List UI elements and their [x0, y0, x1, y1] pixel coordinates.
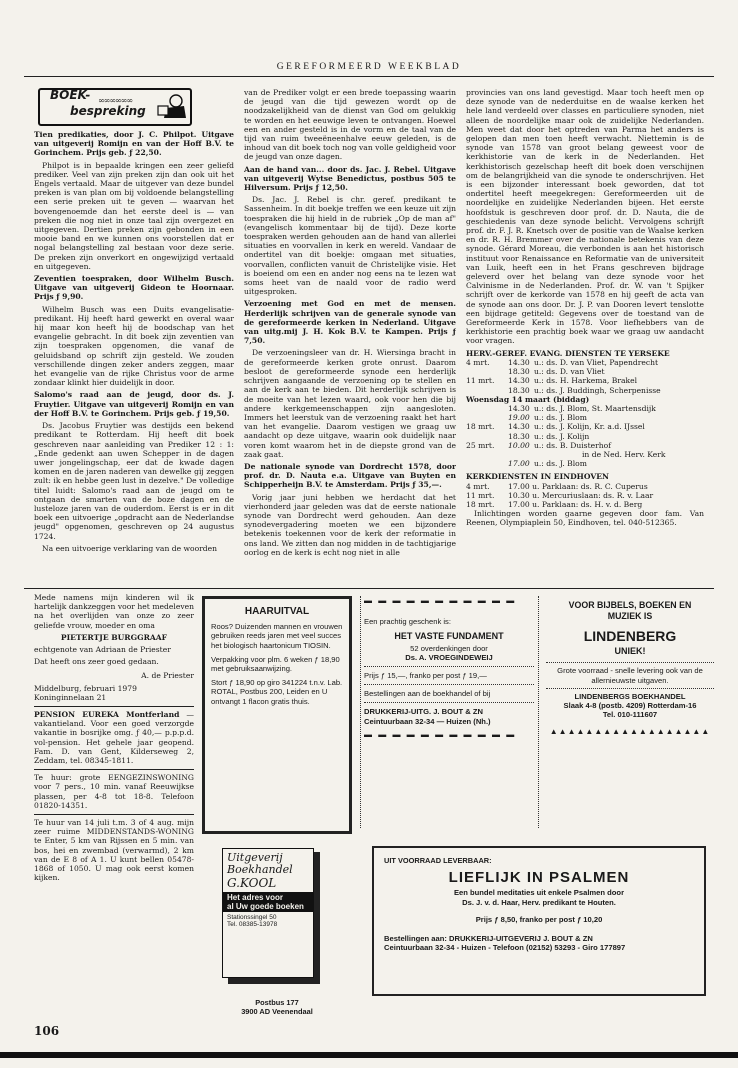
rental-ad-2: Te huur van 14 juli t.m. 3 of 4 aug. mijn zeer ruime MIDDENSTANDS-WONING te Enter, 5 km van Rijssen en 5 min. van bos, hei en zwembad (verwarmd), 2 km van de E 8 of A 1. U kunt bellen 05478-1868 of 1050. U mag ook eerst komen kijken. — [34, 818, 194, 883]
review-text: Wilhelm Busch was een Duits evangelisatie-predikant. Hij heeft hard gewerkt en overal waar hij maar kon heeft hij de boodschap van het evangelie gebracht. In dit boek zijn zeventien van zijn toespraken opgenomen, die vanaf de geluidsband op schrift zijn gesteld. We zouden verschillende dingen zeker anders zeggen, maar het evangelie van de rijke Christus voor de arme zondaar klinkt hier duidelijk in door. — [34, 304, 234, 388]
eindhoven-info: Inlichtingen worden gaarne gegeven door fam. Van Reenen, Olympiaplein 50, Eindhoven, tel. 040-512365. — [466, 509, 704, 528]
column-3 — [466, 88, 704, 585]
review-title: Zeventien toespraken, door Wilhelm Busch. Uitgave van uitgeverij Gideon te Hoornaar. Prijs ƒ 9,90. — [34, 274, 234, 302]
service-row: 18.30 u.: ds. J. Kolijn — [508, 431, 590, 441]
eindhoven-table — [466, 482, 704, 510]
service-row: 11 mrt. 14.30 u.: ds. H. Harkema, Brakel — [466, 376, 638, 386]
deceased-name: PIETERTJE BURGGRAAF — [60, 632, 168, 642]
review-title: Salomo's raad aan de jeugd, door ds. J. Fruytier. Uitgave van uitgeverij Romijn en van der Hoff B.V. te Gorinchem. Prijs geb. ƒ 19,50. — [34, 390, 234, 418]
kool-ad — [220, 848, 330, 998]
services-table — [466, 358, 704, 468]
ad-title: HET VASTE FUNDAMENT — [394, 631, 504, 642]
eindhoven-row: 18 mrt. 17.00 u. Parklaan: ds. H. v. d. Berg — [466, 499, 643, 509]
column-2 — [244, 88, 456, 585]
ad-title: LINDENBERG — [583, 628, 677, 644]
review-title: De nationale synode van Dordrecht 1578, door prof. dr. D. Nauta e.a. Uitgave van Buyten en Schipperheijn B.V. te Amsterdam. Prijs ƒ 35,—. — [244, 461, 456, 490]
page-header: GEREFORMEERD WEEKBLAD — [276, 62, 462, 72]
review-text: van de Prediker volgt er een brede toepassing waarin de jeugd van die tijd gewezen wordt op de noodzakelijkheid van de dienst van God om gelukkig te worden en het eeuwige leven te ontvangen. Hoewel een en ander gesteld is in de vorm en de taal van de tijd van ruim tweeëneenhalve eeuw geleden, is de inhoud van dit boek toch nog van volle geldigheid voor de jeugd van onze dagen. — [244, 88, 456, 162]
review-text: Philpot is in bepaalde kringen een zeer geliefd prediker. Veel van zijn preken zijn dan ook uit het Engels vertaald. Maar de uitgever van deze bundel preken is van plan om bij voldoende belangstelling een serie preken uit te geven — waarvan het bovengenoemde dan het eerste deel is — van preken die nog niet in onze taal zijn overgezet en uitgegeven. Dertien preken zijn gebonden in een mooie band en we kunnen ons voorstellen dat er nogal belangstelling zal bestaan voor deze serie. De preken zijn onverkort en ongewijzigd vertaald en uitgegeven. — [34, 160, 234, 271]
service-row: 18.30 u.: ds. D. van Vliet — [508, 367, 605, 377]
service-row: 19.00 u.: ds. J. Blom — [508, 413, 587, 423]
service-row: 4 mrt. 14.30 u.: ds. D. van Vliet, Papendrecht — [466, 357, 659, 367]
ads-left-column — [34, 593, 194, 993]
services-heading: HERV.-GEREF. EVANG. DIENSTEN TE YERSEKE — [466, 348, 670, 358]
review-text: Ds. Jac. J. Rebel is chr. geref. predikant te Sassenheim. In dit boekje treffen we een keuze uit zijn toespraken die hij hield in de rubriek „Op de man af" (evangelisch kommentaar bij de tijd). Deze korte toespraken werden gehouden aan de hand van allerlei situaties en voorvallen in kerk en wereld. Vandaar de ondertitel van dit boekje: omgaan met situaties, voorvallen, conflicten vanuit de Christelijke visie. Het is boeiend om een en ander nog eens na te lezen wat soms heet van de naald voor de radio werd uitgesproken. — [244, 195, 456, 297]
page-number: 106 — [34, 1024, 60, 1038]
fundament-ad: ▬ ▬ ▬ ▬ ▬ ▬ ▬ ▬ ▬ ▬ ▬ Een prachtig geschenk is: HET VASTE FUNDAMENT 52 overdenkingen door Ds. A. VROEGINDEWEIJ Prijs ƒ 15,—, franko per post ƒ 19,— Bestellingen aan de boekhandel of bij DRUKKERIJ-UITG. J. BOUT & ZN Ceintuurbaan 32-34 — Huizen (Nh.) ▬ ▬ ▬ ▬ ▬ ▬ ▬ ▬ ▬ ▬ ▬ — [364, 596, 534, 834]
service-row: 14.30 u.: ds. J. Blom, St. Maartensdijk — [508, 403, 656, 413]
psalmen-ad: UIT VOORRAAD LEVERBAAR: LIEFLIJK IN PSALMEN Een bundel meditaties uit enkele Psalmen door Ds. J. v. d. Haar, Herv. predikant te Houten. Prijs ƒ 8,50, franko per post ƒ 10,20 Bestellingen aan: DRUKKERIJ-UITGEVERIJ J. BOUT & ZN Ceintuurbaan 32-34 - Huizen - Telefoon (02152) 53293 - Giro 177897 — [372, 846, 706, 996]
service-row: in de Ned. Herv. Kerk — [582, 449, 666, 459]
haaruitval-ad: HAARUITVAL Roos? Duizenden mannen en vrouwen gebruiken reeds jaren met veel succes het biologisch haartonicum TIOSIN. Verpakking voor plm. 6 weken ƒ 18,90 met gebruiksaanwijzing. Stort ƒ 18,90 op giro 341224 t.n.v. Lab. ROTAL, Postbus 200, Leiden en U ontvangt 1 flacon gratis thuis. — [202, 596, 352, 834]
review-title: Tien predikaties, door J. C. Philpot. Uitgave van uitgeverij Romijn en van der Hoff B.V. te Gorinchem. Prijs geb. ƒ 22,50. — [34, 130, 234, 158]
service-row: 18.30 u.: ds. J. Buddingh, Scherpenisse — [508, 385, 661, 395]
article-text: provincies van ons land gevestigd. Maar toch heeft men op deze synode van de nederduitse en de waalse kerken het hele land verdeeld over classes en particuliere synoden, niet alleen de noordelijke maar ook de zuidelijke Nederlanden. Men weet dat door het optreden van Parma het anders is gelopen dan men toen heeft verwacht. Niettemin is de synode van 1578 van groot belang geweest voor de kerkhistorie van de kerk in de Nederlanden. Het kerkhistorisch gezelschap heeft dit boek doen verschijnen om de belangrijkheid van die synode te onderschrijven. Het is een bijzonder interessant boek geworden, dat tot ondertitel heeft meegekregen: Gereformeerden uit de noordelijke en zuidelijke Nederlanden bijeen. Het eerste hoofdstuk is geschreven door prof. dr. D. Nauta, die de geschiedenis van deze synode belicht. Vervolgens schrijft prof. dr. F. J. R. Knetsch over de positie van de Waalse kerken en dr. R. H. Bremmer over de nationale betekenis van deze synode. Gérard Moreau, die verbonden is aan het historisch instituut voor Renaissance en Reformatie van de universiteit van Luik, heeft een in het Frans geschreven bijdrage geleverd over het belang van deze synode voor het Calvinisme in de Nederlanden. Prof. dr. W. van 't Spijker schrijft over de kerkorde van 1578 en hij geeft de acta van de synode aan ons door. Dr. J. P. van Dooren levert tenslotte een bijdrage getiteld: Gegevens over de toestand van de Gereformeerde Kerk in 1578. Voor liefhebbers van de kerkhistorie een prachtig boek waar we graag uw aandacht voor vragen. — [466, 88, 704, 346]
ad-title: LIEFLIJK IN PSALMEN — [448, 869, 630, 887]
service-row: 18 mrt. 14.30 u.: ds. J. Kolijn, Kr. a.d. IJssel — [466, 422, 645, 432]
review-text: Vorig jaar juni hebben we herdacht dat het vierhonderd jaar geleden was dat de eerste nationale synode van Dordrecht werd gehouden. Aan deze synodevergadering moeten we een bijzondere betekenis toekennen voor de kerk der reformatie in ons land. We zitten dan nog midden in de tachtigjarige oorlog en de kerk is echt nog niet in alle — [244, 492, 456, 557]
reader-illustration-icon — [154, 92, 188, 120]
header-rule — [24, 76, 714, 77]
pension-ad: PENSION EUREKA Montferland — vakantieland. Voor een goed verzorgde vakantie in bosrijke omg. ƒ 40,— p.p.p.d. vol-pension. Het gehele jaar geopend. Fam. D. van Gent, Kilderseweg 2, Zeddam, tel. 08345-1811. — [34, 710, 194, 766]
review-text: De verzoeningsleer van dr. H. Wiersinga bracht in de gereformeerde kerken grote onrust. Daarom besloot de gereformeerde synode een herderlijk schrijven aangaande de verzoening op te stellen en aan de kerk aan te bieden. Dit herderlijk schrijven is de moeite van het lezen waard, ook voor hen die bij andere kerkgemeenschappen zijn aangesloten. Immers het leerstuk van de verzoening raakt het hart van het evangelie. Daarom vestigen we graag uw aandacht op deze uitgave, waarin ook duidelijk naar voren komt waarom het in de diepste grond van de zaak gaat. — [244, 348, 456, 459]
column-1 — [34, 88, 234, 585]
rental-ad-1: Te huur: grote EENGEZINSWONING voor 7 pers., 10 min. vanaf Reeuwijkse plassen, per 4-8 tot 18-8. Telefoon 01820-14351. — [34, 773, 194, 810]
lindenberg-ad: VOOR BIJBELS, BOEKEN EN MUZIEK IS LINDENBERG UNIEK! Grote voorraad - snelle levering ook van de allernieuwste uitgaven. LINDENBERGS BOEKHANDEL Slaak 4-8 (postb. 4209) Rotterdam-16 Tel. 010-111607 ▲▲▲▲▲▲▲▲▲▲▲▲▲▲▲▲▲▲ — [546, 600, 714, 832]
service-row: 17.00 u.: ds. J. Blom — [508, 459, 587, 469]
review-text: Ds. Jacobus Fruytier was destijds een bekend predikant te Rotterdam. Hij heeft dit boek geschreven naar aanleiding van Prediker 12 : 1: „Ende gedenkt aan uwen Schepper in de dagen uwer jongelingschap, eer dat de kwade dagen komen en de jaren naderen van dewelke gij zeggen zult: ik en hebbe geen lust in dezelve." De volledige titel luidt: Salomo's raad aan de jeugd om te ontgaan de smarten van de boze dagen en de lusteloze jaren van de ouderdom. Eerst is er in dit boek een uitvoerige „opdracht aan de Nederlandse jeugd" opgenomen, geschreven op 24 augustus 1724. — [34, 421, 234, 541]
service-row: Woensdag 14 maart (biddag) — [466, 394, 590, 404]
review-title: Aan de hand van... door ds. Jac. J. Rebel. Uitgave van uitgeverij Wytse Benedictus, postbus 505 te Hilversum. Prijs ƒ 12,50. — [244, 164, 456, 193]
service-row: 25 mrt. 10.00 u.: ds. B. Duisterhof — [466, 440, 612, 450]
eindhoven-row: 4 mrt. 17.00 u. Parklaan: ds. R. C. Cuperus — [466, 481, 648, 491]
thanks-notice: Mede namens mijn kinderen wil ik hartelijk dankzeggen voor het medeleven na het overlijden van onze zo zeer geliefde vrouw, moeder en oma PIETERTJE BURGGRAAF echtgenote van Adriaan de Priester Dat heeft ons zeer goed gedaan. A. de Priester Middelburg, februari 1979 Koninginnelaan 21 — [34, 593, 194, 702]
eindhoven-heading: KERKDIENSTEN IN EINDHOVEN — [466, 472, 609, 482]
review-title: Verzoening met God en met de mensen. Herderlijk schrijven van de generale synode van de gereformeerde kerken in Nederland. Uitgave van uitg.mij J. H. Kok B.V. te Kampen. Prijs ƒ 7,50. — [244, 299, 456, 346]
kool-address: Postbus 177 3900 AD Veenendaal — [241, 998, 313, 1016]
book-cover: Uitgeverij Boekhandel G.KOOL Het adres voor al Uw goede boeken Stationssingel 50 Tel. 08385-13978 — [222, 848, 314, 978]
boekbespreking-banner: BOEK- ∞∞∞∞∞∞ bespreking — [38, 88, 192, 126]
review-text: Na een uitvoerige verklaring van de woorden — [42, 543, 218, 553]
eindhoven-row: 11 mrt. 10.30 u. Mercuriuslaan: ds. R. v. Laar — [466, 490, 654, 500]
ad-title: HAARUITVAL — [244, 606, 310, 617]
bottom-bar — [0, 1052, 738, 1058]
ads-rule — [24, 588, 714, 589]
